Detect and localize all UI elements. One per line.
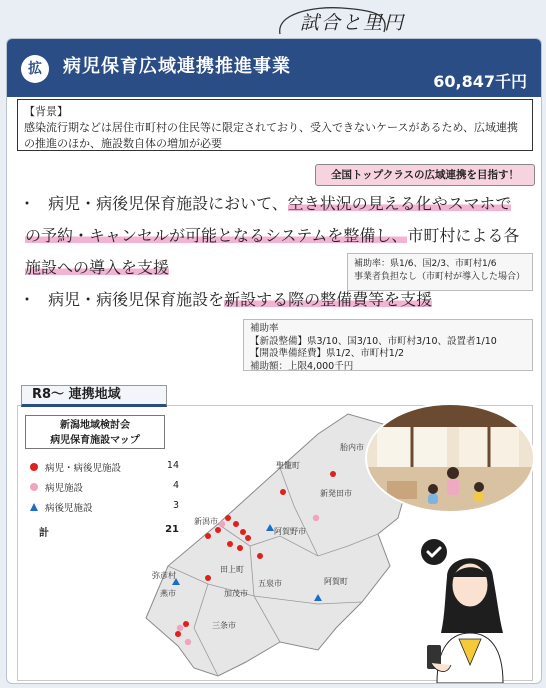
facility-marker: [175, 631, 181, 637]
legend-count: 3: [172, 500, 179, 511]
note-line: 事業者負担なし（市町村が導入した場合）: [354, 272, 526, 282]
facility-marker: [177, 625, 183, 631]
city-label: 新潟市: [194, 517, 218, 526]
facility-marker: [205, 533, 211, 539]
city-label: 胎内市: [340, 443, 364, 452]
subsidy-note-2: [243, 319, 533, 371]
note-line: 補助率：県1/6、国2/3、市町村1/6: [354, 259, 497, 269]
facility-marker: [313, 515, 319, 521]
background-text: 感染流行期などは居住市町村の住民等に限定されており、受入できないケースがあるため、広域連携の推進のほか、施設数自体の増加が必要: [24, 121, 519, 150]
note-line: 補助率: [250, 323, 279, 334]
facility-marker: [330, 471, 336, 477]
legend-total-label: 計: [39, 528, 49, 539]
city-label: 弥彦村: [152, 571, 176, 580]
note-line: 補助額：上限4,000千円: [250, 360, 354, 372]
background-heading: 【背景】: [24, 105, 68, 118]
legend-count: 14: [166, 460, 179, 471]
bullet-mark: ・: [19, 290, 36, 309]
facility-marker: [215, 527, 221, 533]
city-label: 燕市: [160, 589, 176, 598]
highlighted-text: 施設への導入を支援: [25, 258, 170, 277]
facility-marker: [257, 553, 263, 559]
legend-count: 4: [172, 480, 179, 491]
pink-dot-icon: [29, 482, 39, 492]
goal-pill: 全国トップクラスの広域連携を目指す！: [315, 164, 535, 186]
project-title: 病児保育広域連携推進事業: [63, 56, 291, 77]
note-line: 【新設整備】県3/10、国3/10、市町村3/10、設置者1/10: [250, 335, 497, 347]
legend-total-count: 21: [165, 524, 179, 535]
city-label: 新発田市: [320, 489, 352, 498]
bullet-1-line-2: [25, 221, 519, 251]
legend-title-line: 新潟地域検討会: [60, 420, 130, 431]
bullet-mark: ・: [19, 194, 36, 213]
legend-row: [29, 499, 179, 515]
woman-with-phone-illustration: [407, 547, 533, 683]
facility-marker: [205, 575, 211, 581]
facility-marker: [183, 621, 189, 627]
city-label: 加茂市: [224, 589, 248, 598]
blue-triangle-icon: [29, 502, 39, 512]
legend-title: [25, 415, 165, 449]
bullet-text: 市町村による各: [407, 226, 520, 245]
city-label: 田上町: [220, 565, 244, 574]
facility-marker: [233, 521, 239, 527]
city-label: 阿賀町: [324, 577, 348, 586]
highlighted-text: 空き状況の見える化やスマホで: [287, 194, 512, 213]
note-line: 【開設準備経費】県1/2、市町村1/2: [250, 348, 405, 359]
legend-total: [39, 524, 179, 539]
nursery-photo: [365, 403, 535, 513]
bullet-text: 病児・病後児保育施設において、: [48, 194, 288, 213]
region-label: R8～ 連携地域: [21, 385, 167, 407]
facility-marker: [237, 545, 243, 551]
bullet-2: [19, 285, 432, 315]
card-header: [7, 39, 541, 97]
bullet-text: 病児・病後児保育施設を: [48, 290, 225, 309]
city-label: 五泉市: [258, 579, 282, 588]
legend-label: 病児・病後児施設: [45, 463, 122, 474]
facility-marker: [245, 535, 251, 541]
city-label: 阿賀野市: [274, 527, 306, 536]
facility-marker: [227, 541, 233, 547]
legend-title-line: 病児保育施設マップ: [50, 435, 140, 446]
facility-marker: [219, 521, 225, 527]
facility-marker: [185, 639, 191, 645]
budget-amount: 60,847千円: [433, 72, 527, 91]
handwritten-note: 試合と里円: [300, 12, 406, 34]
legend-row: [29, 479, 179, 495]
background-box: [17, 99, 533, 151]
facility-marker: [280, 489, 286, 495]
city-label: 三条市: [212, 621, 236, 630]
nursery-room-illustration: [367, 405, 535, 513]
facility-marker: [225, 515, 231, 521]
project-card: [6, 38, 542, 684]
legend-row: [29, 459, 179, 475]
highlighted-text: 新設する際の整備費等を支援: [224, 290, 433, 309]
legend-label: 病後児施設: [45, 503, 93, 514]
bullet-1-line-3: [25, 253, 169, 283]
expand-badge: 拡: [21, 55, 49, 83]
city-label: 聖籠町: [276, 461, 300, 470]
highlighted-text: の予約・キャンセルが可能となるシステムを整備し、: [25, 226, 408, 245]
red-dot-icon: [29, 462, 39, 472]
check-circle-icon: [419, 537, 449, 567]
legend-label: 病児施設: [45, 483, 84, 494]
facility-marker: [240, 529, 246, 535]
bullet-1-line-1: [19, 189, 511, 219]
